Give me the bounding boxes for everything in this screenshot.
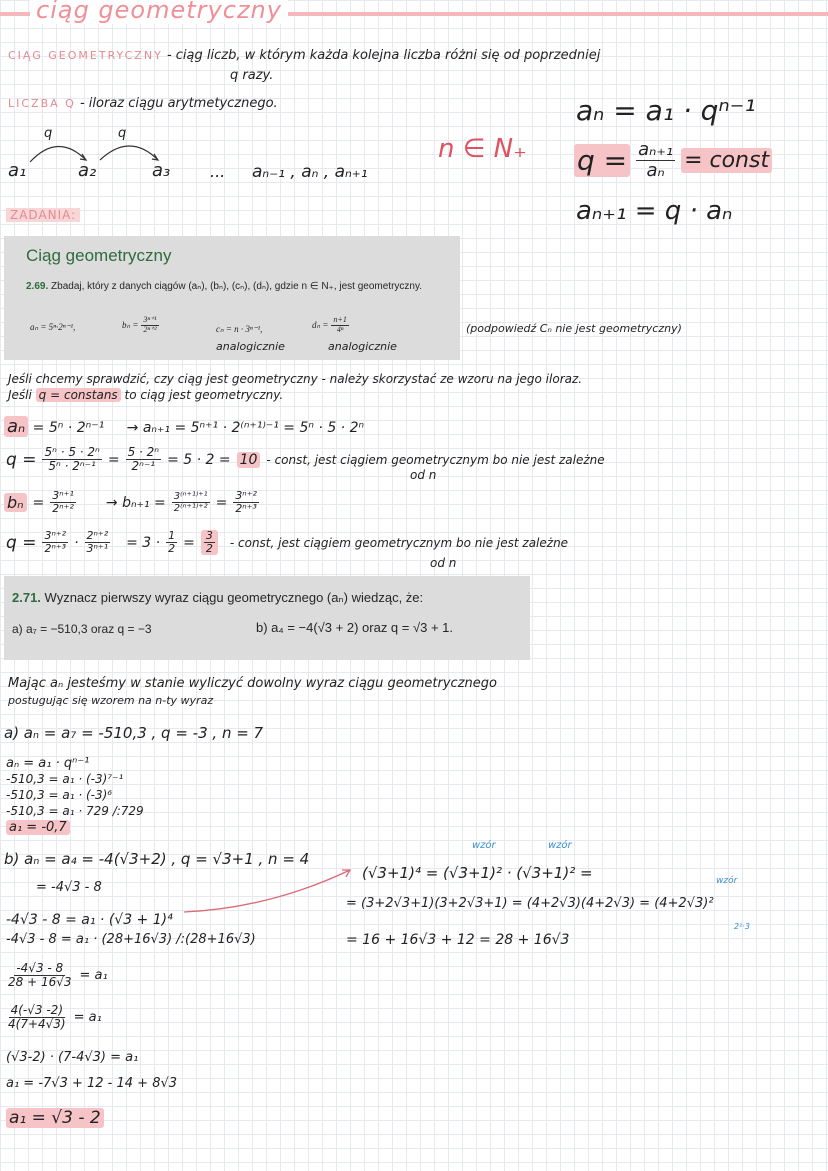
formula-general-term: aₙ = a₁ · qⁿ⁻¹ — [576, 94, 756, 127]
box1-seq-a: aₙ = 5ⁿ·2ⁿ⁻¹, — [30, 322, 76, 332]
sol2-b-1: -4√3 - 8 = a₁ · (√3 + 1)⁴ — [6, 912, 173, 928]
sol1-q1-rest: = 5 · 2 = — [167, 451, 231, 468]
box1-heading: Ciąg geometryczny — [26, 246, 172, 265]
box1-b-lhs: bₙ = — [122, 319, 139, 330]
sol2-a-4: -510,3 = a₁ · 729 /:729 — [6, 804, 144, 818]
formula-recursive: aₙ₊₁ = q · aₙ — [576, 196, 733, 226]
box1-seq-b — [122, 316, 159, 335]
arrow-q-label-2: q — [118, 126, 127, 141]
sol2-b-4-den: 4(7+4√3) — [8, 1017, 66, 1032]
sol1-q2-f1-den: 2ⁿ⁺³ — [44, 542, 67, 556]
sol1-q1-comment: - const, jest ciągiem geometrycznym bo nie jest zależne — [266, 452, 605, 467]
box2-part-a: a) a₇ = −510,3 oraz q = −3 — [12, 622, 152, 636]
formula-q-num: aₙ₊₁ — [638, 139, 674, 160]
sol1-q2-f1-num: 3ⁿ⁺² — [44, 529, 67, 542]
sol1-intro-1: Jeśli chcemy sprawdzić, czy ciąg jest geometryczny - należy skorzystać ze wzoru na jego iloraz. — [8, 372, 583, 386]
sol1-q1-f2-num: 5 · 2ⁿ — [127, 445, 160, 459]
seq-a1: a₁ — [8, 160, 27, 181]
sol2-b-4-num: 4(-√3 -2) — [10, 1003, 63, 1017]
sol1-q1-f2-den: 2ⁿ⁻¹ — [131, 459, 156, 474]
side-sub: 2²·3 — [734, 922, 750, 931]
sol1-bn-den: 2ⁿ⁺² — [52, 502, 74, 516]
box2-task — [12, 590, 423, 606]
sol1-q2-res-den: 2 — [205, 542, 213, 556]
definition-text-2-span: q razy. — [230, 68, 274, 83]
n-domain: n ∈ N₊ — [438, 134, 527, 164]
box1-b-frac — [141, 316, 158, 335]
box1-note-d: analogicznie — [328, 340, 397, 353]
sol1-eq-4: = — [183, 534, 195, 551]
sol1-bn1-den2: 2ⁿ⁺³ — [235, 502, 257, 516]
sol2-a-3: -510,3 = a₁ · (-3)⁶ — [6, 788, 113, 802]
sol2-b-3-rhs: = a₁ — [79, 968, 108, 984]
sol1-q2-mid: = 3 · — [126, 534, 161, 551]
sol1-q2-comment-2: od n — [430, 556, 457, 570]
formula-quotient — [574, 140, 772, 181]
box1-hint: (podpowiedź Cₙ nie jest geometryczny) — [466, 322, 682, 335]
sol2-b-4-frac — [6, 1004, 68, 1031]
sol1-an-def: = 5ⁿ · 2ⁿ⁻¹ — [32, 420, 105, 436]
sol1-eq-3: = — [215, 494, 228, 511]
sol1-q1-result: 10 — [237, 452, 261, 468]
task-2-69-box — [4, 236, 460, 360]
side-line-1: (√3+1)⁴ = (√3+1)² · (√3+1)² = — [362, 864, 593, 882]
sol1-q2-line — [6, 530, 568, 555]
sol1-q2-frac2 — [85, 530, 111, 555]
sol1-an1-def: → aₙ₊₁ = 5ⁿ⁺¹ · 2⁽ⁿ⁺¹⁾⁻¹ = 5ⁿ · 5 · 2ⁿ — [126, 420, 365, 436]
sol2-b-4-rhs: = a₁ — [73, 1010, 102, 1026]
page-title: ciąg geometryczny — [30, 0, 288, 24]
sol1-q2-half — [166, 530, 177, 555]
sol2-a-result: a₁ = -0,7 — [6, 820, 70, 835]
box1-seq-d — [312, 316, 349, 335]
box1-d-frac — [331, 316, 348, 335]
box1-d-den: 4ⁿ — [336, 324, 344, 334]
sol1-an-lhs: aₙ — [4, 416, 28, 437]
sol1-q1-lhs: q = — [6, 449, 37, 470]
sol2-intro-1: Mając aₙ jesteśmy w stanie wyliczyć dowolny wyraz ciągu geometrycznego — [8, 676, 497, 691]
formula-q-den: aₙ — [646, 159, 665, 181]
sol1-q2-f2-num: 2ⁿ⁺² — [86, 529, 109, 542]
box1-d-lhs: dₙ = — [312, 319, 329, 330]
sol1-bn-frac — [50, 490, 76, 515]
sol2-b-expand: = -4√3 - 8 — [36, 880, 102, 895]
q-term: LICZBA Q — [8, 97, 76, 110]
sol1-bn1-frac — [172, 491, 210, 514]
box2-task-no: 2.71. — [12, 590, 41, 605]
sol2-a-2: -510,3 = a₁ · (-3)⁷⁻¹ — [6, 772, 124, 786]
sol1-q2-half-num: 1 — [168, 529, 176, 542]
sol2-b-2: -4√3 - 8 = a₁ · (28+16√3) /:(28+16√3) — [6, 932, 256, 947]
sol2-b-3-frac — [6, 962, 74, 989]
definition-text-2 — [230, 68, 273, 83]
sol1-bn1-num2: 3ⁿ⁺² — [235, 489, 257, 502]
sol1-dot-1: · — [74, 534, 79, 551]
box1-b-den: 2ⁿ⁺² — [143, 324, 157, 334]
sol2-a-line: a) aₙ = a₇ = -510,3 , q = -3 , n = 7 — [4, 724, 264, 742]
sol1-q1-line — [6, 446, 605, 473]
arrow-a2-a3 — [100, 146, 158, 160]
sol2-b-3-den: 28 + 16√3 — [8, 975, 72, 990]
sol1-bn1-lhs: → bₙ₊₁ = — [105, 494, 166, 511]
definition-text: - ciąg liczb, w którym każda kolejna liczba różni się od poprzedniej — [166, 48, 601, 63]
sol1-bn-num: 3ⁿ⁺¹ — [52, 489, 74, 502]
box1-task — [26, 280, 436, 294]
arrow-q-label-1: q — [44, 126, 53, 141]
sol2-b-3 — [6, 962, 108, 989]
sol1-bn1-frac2 — [233, 490, 259, 515]
sol1-an-line — [4, 416, 364, 437]
sol1-q1-frac2 — [126, 446, 162, 473]
sol2-b-6: a₁ = -7√3 + 12 - 14 + 8√3 — [6, 1076, 178, 1091]
definition-term: CIĄG GEOMETRYCZNY — [8, 49, 163, 62]
q-definition-line — [8, 96, 278, 111]
task-2-71-box — [4, 576, 530, 660]
sol1-intro-2b: to ciąg jest geometryczny. — [124, 388, 284, 402]
definition-line — [8, 48, 600, 63]
sol2-intro-2: postugując się wzorem na n-ty wyraz — [8, 694, 214, 707]
sol1-q2-result — [201, 530, 218, 555]
seq-tail: aₙ₋₁ , aₙ , aₙ₊₁ — [252, 162, 368, 182]
side-label-2: wzór — [548, 840, 572, 851]
sol2-b-3-num: -4√3 - 8 — [16, 961, 64, 975]
box1-note-c: analogicznie — [216, 340, 285, 353]
sol1-q1-f1-num: 5ⁿ · 5 · 2ⁿ — [44, 445, 100, 459]
sol1-bn1-den: 2⁽ⁿ⁺¹⁾⁺² — [173, 503, 208, 515]
sol1-intro-2-highlight: q = constans — [36, 388, 121, 402]
sol1-q1-f1-den: 5ⁿ · 2ⁿ⁻¹ — [48, 459, 96, 474]
sol1-q2-lhs: q = — [6, 532, 37, 553]
seq-a2: a₂ — [78, 160, 97, 181]
formula-q-const: = const — [681, 148, 772, 173]
side-line-2: = (3+2√3+1)(3+2√3+1) = (4+2√3)(4+2√3) = (4+2√3)² — [346, 896, 714, 911]
sol1-q1-frac1 — [42, 446, 101, 473]
box2-task-text: Wyznacz pierwszy wyraz ciągu geometrycznego (aₙ) wiedząc, że: — [44, 590, 424, 605]
sol1-q2-half-den: 2 — [168, 542, 176, 556]
sol2-b-5: (√3-2) · (7-4√3) = a₁ — [6, 1050, 139, 1065]
tasks-label: ZADANIA: — [6, 208, 80, 222]
side-label-3: wzór — [716, 876, 738, 886]
box2-part-b: b) a₄ = −4(√3 + 2) oraz q = √3 + 1. — [256, 620, 453, 635]
sol1-intro-2a: Jeśli — [8, 388, 32, 402]
sol1-bn1-num: 3⁽ⁿ⁺¹⁾⁺¹ — [173, 491, 208, 503]
sol2-b-line: b) aₙ = a₄ = -4(√3+2) , q = √3+1 , n = 4 — [4, 850, 310, 868]
sol1-q2-comment: - const, jest ciągiem geometrycznym bo nie jest zależne — [229, 535, 569, 550]
q-text: - iloraz ciągu arytmetycznego. — [79, 96, 278, 111]
sol2-b-result: a₁ = √3 - 2 — [6, 1108, 104, 1128]
box1-seq-c: cₙ = n · 3ⁿ⁻¹, — [216, 324, 263, 334]
sol1-q2-frac1 — [42, 530, 68, 555]
sol1-q1-comment-2: od n — [410, 468, 437, 482]
sol1-intro-2 — [8, 388, 283, 402]
seq-a3: a₃ — [152, 160, 171, 181]
box1-b-num: 3ⁿ⁺¹ — [143, 315, 157, 324]
sol1-bn-lhs: bₙ — [4, 493, 27, 512]
box1-task-text: Zbadaj, który z danych ciągów (aₙ), (bₙ), (cₙ), (dₙ), gdzie n ∈ N₊, jest geometryczny. — [51, 281, 423, 292]
formula-q-lhs: q = — [574, 144, 630, 177]
sol2-b-4 — [6, 1004, 102, 1031]
sol1-q2-f2-den: 3ⁿ⁺¹ — [86, 542, 109, 556]
seq-dots: ... — [210, 162, 226, 181]
sol1-eq-1: = — [107, 451, 120, 468]
formula-q-fraction — [636, 140, 675, 181]
sol1-q2-res-num: 3 — [205, 529, 213, 542]
side-arrow-curve — [184, 870, 350, 912]
sol2-a-1: aₙ = a₁ · qⁿ⁻¹ — [6, 756, 90, 771]
side-line-3: = 16 + 16√3 + 12 = 28 + 16√3 — [346, 932, 570, 948]
sol1-bn-line — [4, 490, 259, 515]
side-label-1: wzór — [472, 840, 496, 851]
sol2-side-arrow — [180, 860, 360, 920]
sol1-eq-2: = — [32, 494, 45, 511]
box1-d-num: n+1 — [333, 315, 347, 324]
box1-task-no: 2.69. — [26, 281, 49, 292]
